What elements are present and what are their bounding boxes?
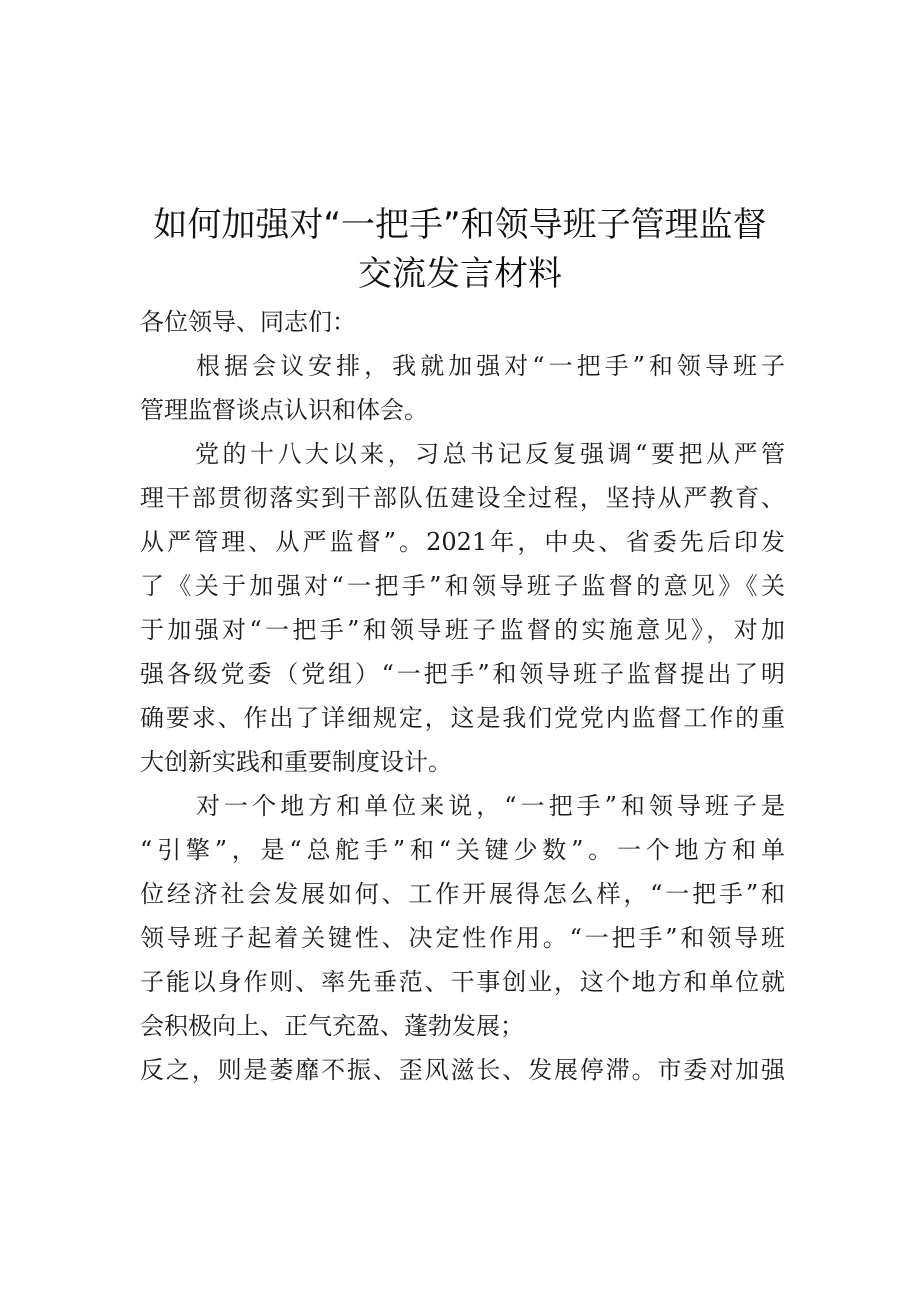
body-line: 反之，则是萎靡不振、歪风滋长、发展停滞。市委对加强 [140, 1056, 785, 1084]
body-line: 确要求、作出了详细规定，这是我们党党内监督工作的重 [140, 704, 785, 732]
document-body [140, 300, 785, 1092]
body-line: 对一个地方和单位来说，“一把手”和领导班子是 [140, 792, 785, 820]
body-line: 会积极向上、正气充盈、蓬勃发展； [140, 1012, 524, 1040]
body-line: 领导班子起着关键性、决定性作用。“一把手”和领导班 [140, 924, 785, 952]
body-line: 管理监督谈点认识和体会。 [140, 396, 428, 424]
document-title-line-2: 交流发言材料 [358, 254, 562, 294]
body-line: 根据会议安排，我就加强对“一把手”和领导班子 [140, 352, 785, 380]
document-title-line-1: 如何加强对“一把手”和领导班子管理监督 [153, 205, 767, 245]
body-line: 从严管理、从严监督”。2021年，中央、省委先后印发 [140, 528, 785, 556]
body-line: 理干部贯彻落实到干部队伍建设全过程，坚持从严教育、 [140, 484, 785, 512]
body-line: 了《关于加强对“一把手”和领导班子监督的意见》《关 [140, 572, 785, 600]
body-line: 强各级党委（党组）“一把手”和领导班子监督提出了明 [140, 660, 785, 688]
body-line: 党的十八大以来，习总书记反复强调“要把从严管 [140, 440, 785, 468]
body-line: 子能以身作则、率先垂范、干事创业，这个地方和单位就 [140, 968, 785, 996]
body-line: 位经济社会发展如何、工作开展得怎么样，“一把手”和 [140, 880, 785, 908]
body-line: 大创新实践和重要制度设计。 [140, 748, 452, 776]
body-line: “引擎”，是“总舵手”和“关键少数”。一个地方和单 [140, 836, 785, 864]
body-line: 于加强对“一把手”和领导班子监督的实施意见》，对加 [140, 616, 785, 644]
body-line: 各位领导、同志们： [140, 308, 356, 336]
